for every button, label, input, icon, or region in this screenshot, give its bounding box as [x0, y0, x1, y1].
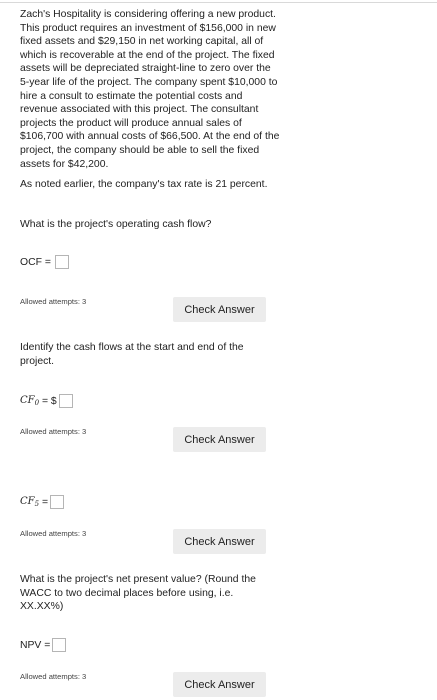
cf0-field: [20, 394, 73, 408]
cf5-attempts: Allowed attempts: 3: [20, 529, 87, 538]
cf5-label: $CF_5$: [20, 496, 40, 508]
npv-input[interactable]: [52, 638, 66, 652]
ocf-label: OCF =: [20, 256, 51, 268]
cf0-label-suffix: = $: [39, 395, 57, 407]
npv-question: What is the project's net present value? (Round the WACC to two decimal places before using, i.e. XX.XX%): [20, 574, 256, 613]
ocf-input[interactable]: [55, 255, 69, 269]
cf5-field: [20, 495, 64, 509]
cf5-check-answer-button[interactable]: Check Answer: [173, 529, 266, 554]
ocf-field: [20, 255, 69, 269]
ocf-question: What is the project's operating cash flow?: [20, 219, 212, 230]
tax-rate-note: As noted earlier, the company's tax rate is 21 percent.: [20, 179, 268, 190]
cf0-input[interactable]: [59, 394, 73, 408]
cf0-check-answer-button[interactable]: Check Answer: [173, 427, 266, 452]
npv-label: NPV =: [20, 639, 51, 651]
cf5-input[interactable]: [50, 495, 64, 509]
cf5-label-suffix: =: [39, 496, 49, 508]
problem-statement: Zach's Hospitality is considering offering a new product. This product requires an investment of $156,000 in new fixed assets and $29,150 in net working capital, all of which is recoverable at the end of the project. The fixed assets will be depreciated straight-line to zero over the 5-year life of the project. The company spent $10,000 to hire a consult to estimate the potential costs and revenue associated with this project. The consultant projects the product will produce annual sales of $106,700 with annual costs of $66,500. At the end of the project, the company should be able to sell the fixed assets for $42,200.: [20, 9, 280, 170]
cf0-label: $CF_0$: [20, 395, 40, 407]
top-divider: [0, 2, 437, 3]
cashflow-question: Identify the cash flows at the start and end of the project.: [20, 342, 244, 367]
ocf-check-answer-button[interactable]: Check Answer: [173, 297, 266, 322]
npv-field: [20, 638, 66, 652]
npv-attempts: Allowed attempts: 3: [20, 672, 87, 681]
cf0-attempts: Allowed attempts: 3: [20, 427, 87, 436]
npv-check-answer-button[interactable]: Check Answer: [173, 672, 266, 697]
ocf-attempts: Allowed attempts: 3: [20, 297, 87, 306]
